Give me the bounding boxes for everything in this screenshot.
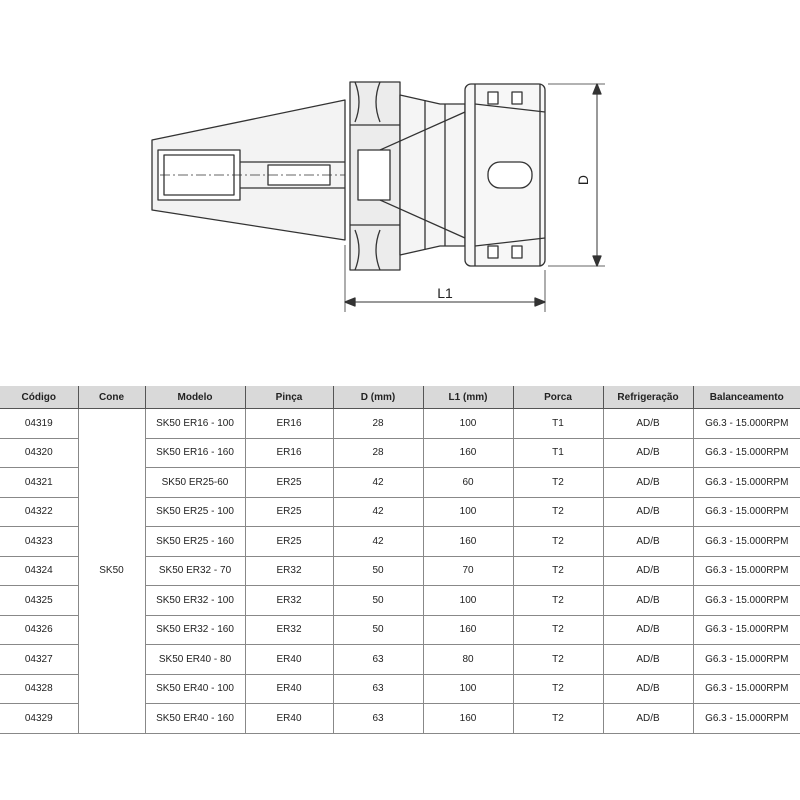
cell-balanceamento: G6.3 - 15.000RPM bbox=[693, 438, 800, 468]
cell-d: 42 bbox=[333, 527, 423, 557]
cell-refrigeracao: AD/B bbox=[603, 468, 693, 498]
holder-body bbox=[400, 95, 465, 255]
cell-codigo: 04326 bbox=[0, 615, 78, 645]
cell-l1: 70 bbox=[423, 556, 513, 586]
cell-pinca: ER25 bbox=[245, 497, 333, 527]
cell-l1: 100 bbox=[423, 497, 513, 527]
cell-refrigeracao: AD/B bbox=[603, 615, 693, 645]
table-row bbox=[0, 409, 800, 439]
cell-porca: T2 bbox=[513, 704, 603, 734]
cell-refrigeracao: AD/B bbox=[603, 674, 693, 704]
cell-balanceamento: G6.3 - 15.000RPM bbox=[693, 556, 800, 586]
cell-codigo: 04329 bbox=[0, 704, 78, 734]
cell-porca: T2 bbox=[513, 468, 603, 498]
cell-refrigeracao: AD/B bbox=[603, 645, 693, 675]
header-balanceamento: Balanceamento bbox=[693, 386, 800, 409]
cell-d: 63 bbox=[333, 674, 423, 704]
header-pinca: Pinça bbox=[245, 386, 333, 409]
cell-pinca: ER40 bbox=[245, 704, 333, 734]
spec-table bbox=[0, 386, 800, 734]
cell-l1: 160 bbox=[423, 527, 513, 557]
cell-modelo: SK50 ER25-60 bbox=[145, 468, 245, 498]
cell-balanceamento: G6.3 - 15.000RPM bbox=[693, 586, 800, 616]
cell-porca: T2 bbox=[513, 527, 603, 557]
cell-l1: 100 bbox=[423, 586, 513, 616]
cell-modelo: SK50 ER32 - 160 bbox=[145, 615, 245, 645]
cell-balanceamento: G6.3 - 15.000RPM bbox=[693, 497, 800, 527]
cell-modelo: SK50 ER40 - 100 bbox=[145, 674, 245, 704]
cell-l1: 160 bbox=[423, 704, 513, 734]
cell-refrigeracao: AD/B bbox=[603, 527, 693, 557]
header-modelo: Modelo bbox=[145, 386, 245, 409]
dimension-d-label: D bbox=[575, 174, 591, 186]
cell-modelo: SK50 ER32 - 70 bbox=[145, 556, 245, 586]
header-codigo: Código bbox=[0, 386, 78, 409]
cell-pinca: ER32 bbox=[245, 615, 333, 645]
cell-l1: 100 bbox=[423, 409, 513, 439]
cell-codigo: 04320 bbox=[0, 438, 78, 468]
cell-l1: 160 bbox=[423, 615, 513, 645]
cell-balanceamento: G6.3 - 15.000RPM bbox=[693, 527, 800, 557]
cell-pinca: ER25 bbox=[245, 527, 333, 557]
cell-codigo: 04321 bbox=[0, 468, 78, 498]
table-header-row bbox=[0, 386, 800, 409]
cell-d: 42 bbox=[333, 497, 423, 527]
cell-porca: T1 bbox=[513, 409, 603, 439]
cell-d: 42 bbox=[333, 468, 423, 498]
cell-porca: T2 bbox=[513, 615, 603, 645]
cell-pinca: ER40 bbox=[245, 674, 333, 704]
cell-l1: 60 bbox=[423, 468, 513, 498]
cell-d: 63 bbox=[333, 645, 423, 675]
cell-d: 50 bbox=[333, 615, 423, 645]
cell-refrigeracao: AD/B bbox=[603, 409, 693, 439]
cell-porca: T1 bbox=[513, 438, 603, 468]
cell-modelo: SK50 ER40 - 80 bbox=[145, 645, 245, 675]
cell-pinca: ER16 bbox=[245, 438, 333, 468]
cell-codigo: 04327 bbox=[0, 645, 78, 675]
tool-holder-drawing bbox=[0, 0, 800, 380]
cell-codigo: 04328 bbox=[0, 674, 78, 704]
cell-refrigeracao: AD/B bbox=[603, 704, 693, 734]
cell-codigo: 04322 bbox=[0, 497, 78, 527]
cell-modelo: SK50 ER16 - 100 bbox=[145, 409, 245, 439]
cell-l1: 100 bbox=[423, 674, 513, 704]
cell-modelo: SK50 ER25 - 160 bbox=[145, 527, 245, 557]
cell-pinca: ER25 bbox=[245, 468, 333, 498]
cell-balanceamento: G6.3 - 15.000RPM bbox=[693, 645, 800, 675]
cell-d: 50 bbox=[333, 586, 423, 616]
cell-balanceamento: G6.3 - 15.000RPM bbox=[693, 704, 800, 734]
cell-porca: T2 bbox=[513, 645, 603, 675]
cell-balanceamento: G6.3 - 15.000RPM bbox=[693, 674, 800, 704]
cell-porca: T2 bbox=[513, 674, 603, 704]
cell-refrigeracao: AD/B bbox=[603, 438, 693, 468]
header-porca: Porca bbox=[513, 386, 603, 409]
cell-modelo: SK50 ER32 - 100 bbox=[145, 586, 245, 616]
cell-refrigeracao: AD/B bbox=[603, 586, 693, 616]
cell-pinca: ER32 bbox=[245, 556, 333, 586]
cell-d: 50 bbox=[333, 556, 423, 586]
cell-porca: T2 bbox=[513, 497, 603, 527]
cell-balanceamento: G6.3 - 15.000RPM bbox=[693, 409, 800, 439]
cell-l1: 160 bbox=[423, 438, 513, 468]
dimension-l1-label: L1 bbox=[437, 285, 453, 301]
cell-modelo: SK50 ER40 - 160 bbox=[145, 704, 245, 734]
cell-refrigeracao: AD/B bbox=[603, 556, 693, 586]
cell-l1: 80 bbox=[423, 645, 513, 675]
cell-modelo: SK50 ER25 - 100 bbox=[145, 497, 245, 527]
cell-d: 28 bbox=[333, 409, 423, 439]
cell-pinca: ER16 bbox=[245, 409, 333, 439]
cell-codigo: 04324 bbox=[0, 556, 78, 586]
cell-refrigeracao: AD/B bbox=[603, 497, 693, 527]
cell-codigo: 04325 bbox=[0, 586, 78, 616]
cell-codigo: 04319 bbox=[0, 409, 78, 439]
header-refrigeracao: Refrigeração bbox=[603, 386, 693, 409]
cell-porca: T2 bbox=[513, 556, 603, 586]
header-l1: L1 (mm) bbox=[423, 386, 513, 409]
cell-pinca: ER40 bbox=[245, 645, 333, 675]
cell-balanceamento: G6.3 - 15.000RPM bbox=[693, 468, 800, 498]
header-cone: Cone bbox=[78, 386, 145, 409]
cell-d: 28 bbox=[333, 438, 423, 468]
cell-pinca: ER32 bbox=[245, 586, 333, 616]
cell-porca: T2 bbox=[513, 586, 603, 616]
cell-cone: SK50 bbox=[78, 409, 145, 734]
cell-codigo: 04323 bbox=[0, 527, 78, 557]
header-d: D (mm) bbox=[333, 386, 423, 409]
cell-balanceamento: G6.3 - 15.000RPM bbox=[693, 615, 800, 645]
spec-table-wrapper bbox=[0, 386, 800, 734]
cell-modelo: SK50 ER16 - 160 bbox=[145, 438, 245, 468]
cell-d: 63 bbox=[333, 704, 423, 734]
